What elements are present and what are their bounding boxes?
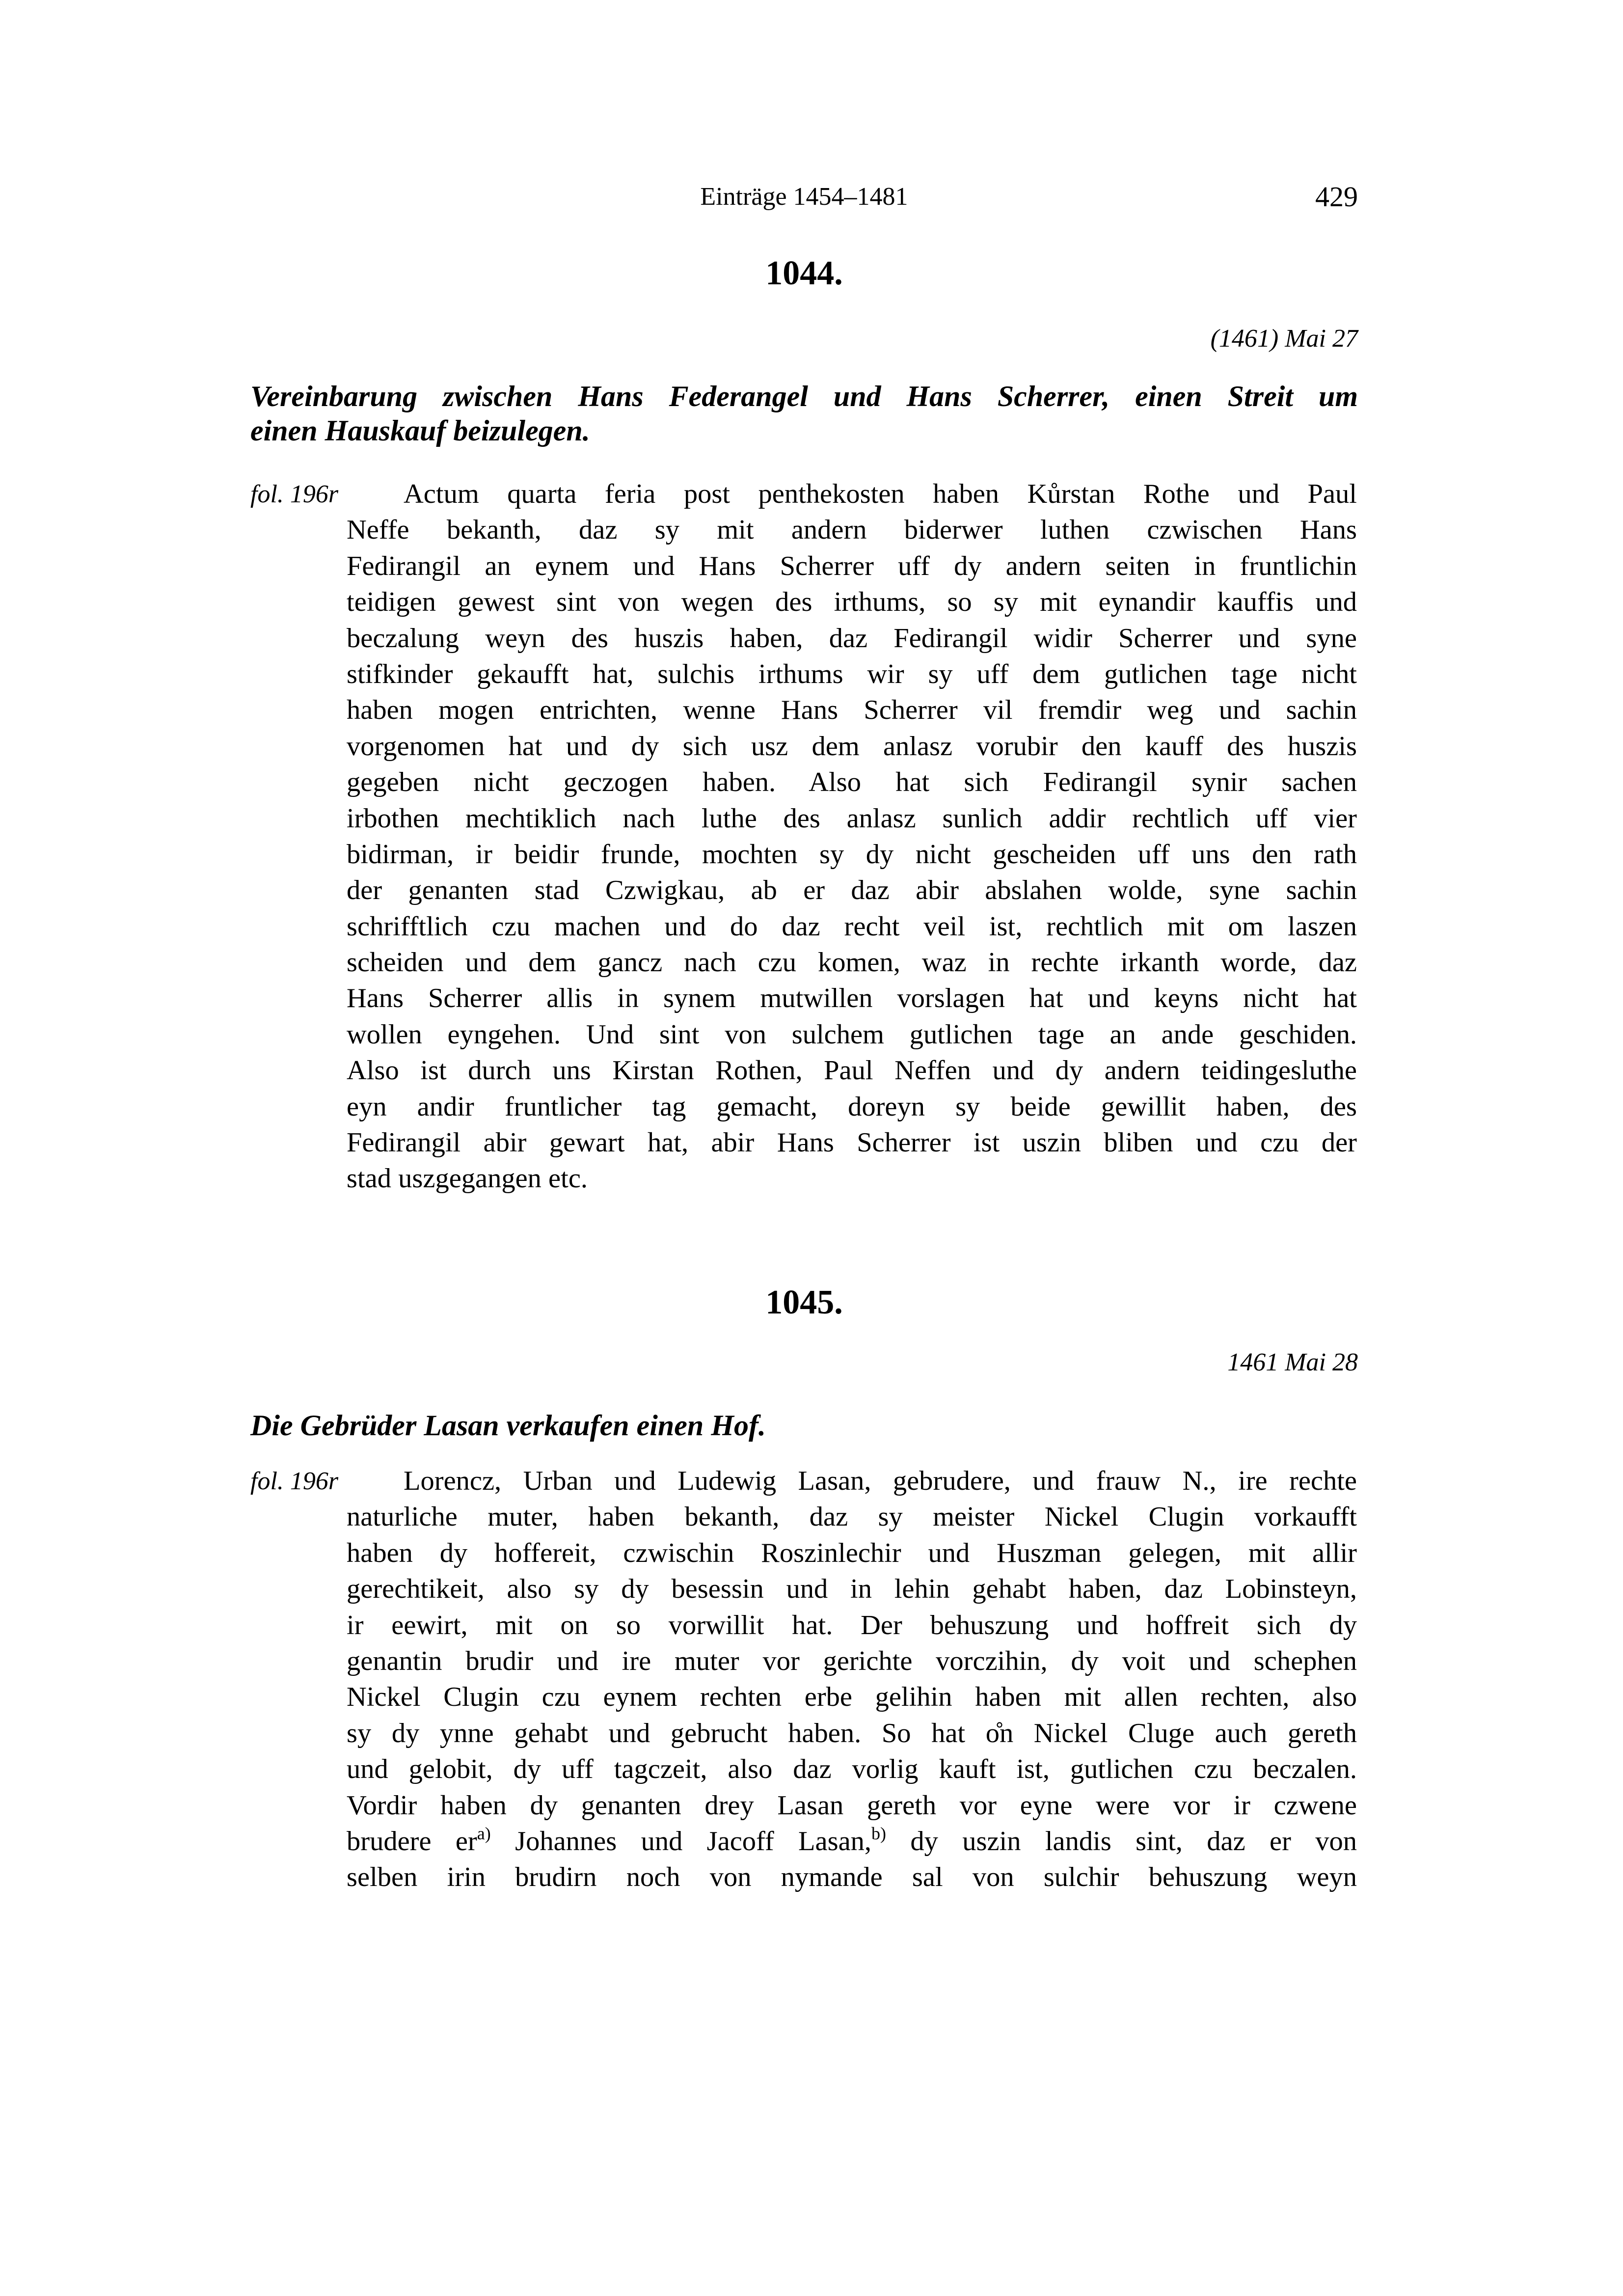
running-header [250,180,1358,214]
text-line: vorgenomen hat und dy sich usz dem anlasz vorubir den kauff des huszis [347,731,1357,762]
entry-text-1045 [347,1463,1357,1896]
text-line: ir eewirt, mit on so vorwillit hat. Der behuszung und hoffreit sich dy [347,1610,1357,1640]
text-line: haben dy hoffereit, czwischin Roszinlechir und Huszman gelegen, mit allir [347,1537,1357,1568]
text-line: und gelobit, dy uff tagczeit, also daz vorlig kauft ist, gutlichen czu beczalen. [347,1754,1357,1785]
entry-text-1044 [347,476,1357,1197]
text-line: schrifftlich czu machen und do daz recht veil ist, rechtlich mit om laszen [347,911,1357,942]
footnote-marker-b[interactable]: b) [871,1823,887,1843]
entry-date-1045: 1461 Mai 28 [1227,1348,1358,1376]
line-segment: dy uszin landis sint, daz er von [886,1826,1357,1857]
regest-line: Die Gebrüder Lasan verkaufen einen Hof. [250,1409,766,1442]
text-line-with-footnotes [347,1824,1357,1859]
line-segment: Johannes und Jacoff Lasan, [490,1826,872,1857]
footnote-marker-a[interactable]: a) [477,1823,491,1843]
text-line: stifkinder gekaufft hat, sulchis irthums wir sy uff dem gutlichen tage nicht [347,658,1357,689]
text-line: Neffe bekanth, daz sy mit andern biderwer luthen czwischen Hans [347,515,1357,546]
regest-1044 [250,379,1358,448]
text-line: irbothen mechtiklich nach luthe des anlasz sunlich addir rechtlich uff vier [347,803,1357,834]
text-line: teidigen gewest sint von wegen des irthums, so sy mit eynandir kauffis und [347,587,1357,618]
text-line: Nickel Clugin czu eynem rechten erbe gelihin haben mit allen rechten, also [347,1682,1357,1713]
text-line: Vordir haben dy genanten drey Lasan gereth vor eyne were vor ir czwene [347,1790,1357,1821]
text-line: Also ist durch uns Kirstan Rothen, Paul Neffen und dy andern teidingesluthe [347,1055,1357,1086]
regest-line: Vereinbarung zwischen Hans Federangel und Hans Scherrer, einen Streit um [250,380,1358,412]
entry-number-1044: 1044. [765,254,843,292]
text-line: der genanten stad Czwigkau, ab er daz abir abslahen wolde, syne sachin [347,875,1357,906]
text-line: Actum quarta feria post penthekosten haben Kůrstan Rothe und Paul [404,479,1357,509]
entry-date-1044: (1461) Mai 27 [1210,325,1358,353]
page-number: 429 [1315,181,1358,213]
text-line: Fedirangil abir gewart hat, abir Hans Scherrer ist uszin bliben und czu der [347,1127,1357,1158]
text-line: wollen eyngehen. Und sint von sulchem gutlichen tage an ande geschiden. [347,1019,1357,1050]
text-line: genantin brudir und ire muter vor gerichte vorczihin, dy voit und schephen [347,1645,1357,1676]
text-line: Hans Scherrer allis in synem mutwillen vorslagen hat und keyns nicht hat [347,983,1357,1014]
line-segment: brudere er [347,1826,477,1857]
text-line: beczalung weyn des huszis haben, daz Fedirangil widir Scherrer und syne [347,623,1357,654]
regest-line: einen Hauskauf beizulegen. [250,414,590,447]
folio-reference-1044: fol. 196r [250,480,339,508]
text-line: haben mogen entrichten, wenne Hans Scherrer vil fremdir weg und sachin [347,695,1357,726]
text-line: stad uszgegangen etc. [347,1163,588,1194]
text-line: gegeben nicht geczogen haben. Also hat sich Fedirangil synir sachen [347,767,1357,798]
text-line: scheiden und dem gancz nach czu komen, waz in rechte irkanth worde, daz [347,947,1357,978]
text-line: selben irin brudirn noch von nymande sal von sulchir behuszung weyn [347,1862,1357,1893]
text-line: eyn andir fruntlicher tag gemacht, doreyn sy beide gewillit haben, des [347,1091,1357,1122]
text-line: naturliche muter, haben bekanth, daz sy meister Nickel Clugin vorkaufft [347,1502,1357,1532]
folio-reference-1045: fol. 196r [250,1467,339,1495]
text-line: Fedirangil an eynem und Hans Scherrer uff dy andern seiten in fruntlichin [347,550,1357,581]
text-line: Lorencz, Urban und Ludewig Lasan, gebrudere, und frauw N., ire rechte [404,1466,1357,1496]
entry-number-1045: 1045. [765,1284,843,1321]
text-line: sy dy ynne gehabt und gebrucht haben. So hat o̊n Nickel Cluge auch gereth [347,1718,1357,1749]
regest-1045 [250,1408,1358,1443]
text-line: gerechtikeit, also sy dy besessin und in lehin gehabt haben, daz Lobinsteyn, [347,1574,1357,1605]
running-title: Einträge 1454–1481 [700,183,908,211]
text-line: bidirman, ir beidir frunde, mochten sy dy nicht gescheiden uff uns den rath [347,839,1357,870]
